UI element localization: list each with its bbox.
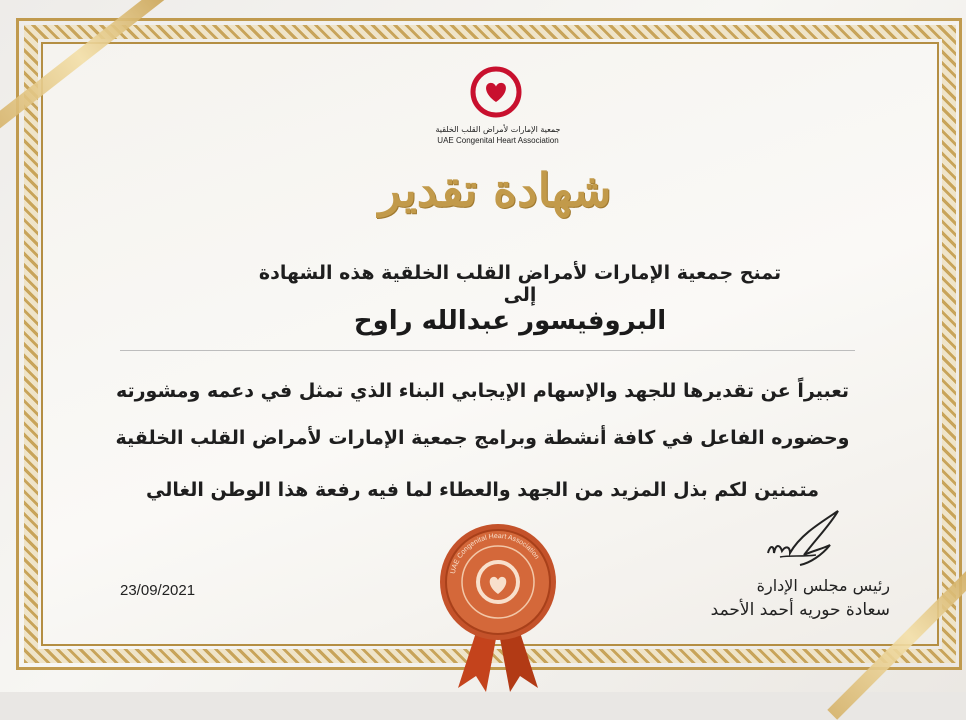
signature-icon bbox=[760, 505, 850, 575]
grant-line: تمنح جمعية الإمارات لأمراض القلب الخلقية هذه الشهادة إلى bbox=[258, 262, 782, 306]
recipient-underline bbox=[120, 350, 855, 351]
wax-seal-icon bbox=[428, 520, 568, 692]
seal-text: UAE Congenital Heart Association bbox=[449, 532, 541, 575]
signatory-title: رئيس مجلس الإدارة bbox=[756, 576, 890, 595]
organization-name-arabic: جمعية الإمارات لأمراض القلب الخلقية bbox=[435, 125, 561, 134]
certificate-title: شهادة تقدير bbox=[378, 163, 612, 217]
signatory-name: سعادة حوريه أحمد الأحمد bbox=[710, 600, 890, 620]
body-line-1: تعبيراً عن تقديرها للجهد والإسهام الإيجابي البناء الذي تمثل في دعمه ومشورته bbox=[115, 380, 850, 402]
body-line-2: وحضوره الفاعل في كافة أنشطة وبرامج جمعية الإمارات لأمراض القلب الخلقية bbox=[115, 427, 850, 449]
body-line-3: متمنين لكم بذل المزيد من الجهد والعطاء لما فيه رفعة هذا الوطن الغالي bbox=[146, 479, 819, 501]
heart-logo-icon bbox=[470, 66, 522, 118]
recipient-name: البروفيسور عبدالله راوح bbox=[353, 306, 667, 336]
organization-name-english: UAE Congenital Heart Association bbox=[437, 136, 559, 145]
issue-date: 23/09/2021 bbox=[120, 582, 196, 599]
